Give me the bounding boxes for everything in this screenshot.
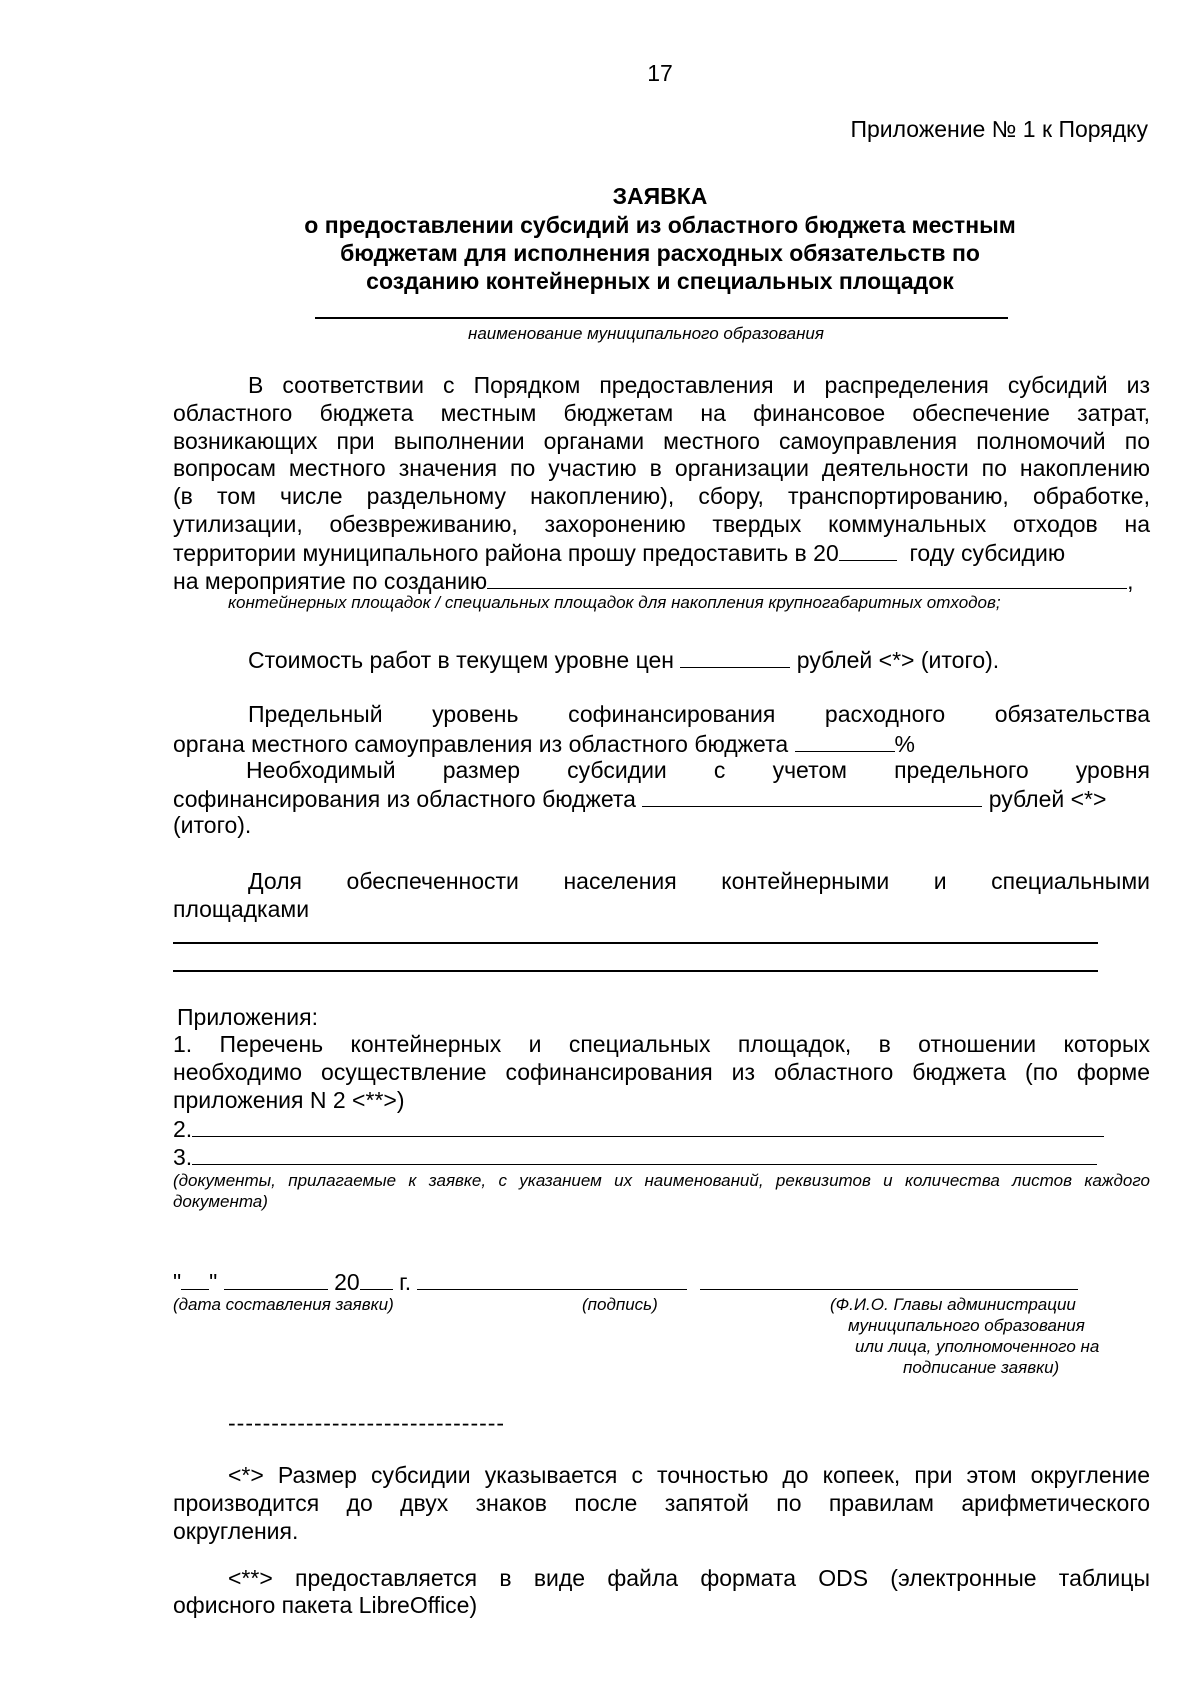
year-blank[interactable] — [839, 538, 897, 561]
attachment-2-blank[interactable] — [192, 1114, 1104, 1137]
intro-line-2: областного бюджета местным бюджетам на финансовое обеспечение затрат, — [173, 400, 1150, 426]
attachment-item-1-line-2: необходимо осуществление софинансирования из областного бюджета (по форме — [173, 1059, 1150, 1085]
title-line-2: о предоставлении субсидий из областного бюджета местным — [304, 212, 1016, 238]
attachment-item-2: 2. — [173, 1114, 1150, 1143]
intro-line-7: территории муниципального района прошу предоставить в 20 году субсидию — [173, 540, 1066, 566]
fio-caption-1: (Ф.И.О. Главы администрации — [830, 1295, 1076, 1314]
activity-blank[interactable] — [487, 566, 1127, 589]
note-2-line-2: офисного пакета LibreOffice) — [173, 1592, 478, 1618]
fio-caption-3: или лица, уполномоченного на — [855, 1337, 1100, 1356]
needed-line-1: Необходимый размер субсидии с учетом предельного уровня — [246, 757, 1150, 783]
day-blank[interactable] — [181, 1267, 209, 1290]
note-1-line-1: <*> Размер субсидии указывается с точностью до копеек, при этом округление — [228, 1462, 1150, 1488]
note-1-line-2: производится до двух знаков после запятой по правилам арифметического — [173, 1490, 1150, 1516]
municipality-caption: наименование муниципального образования — [468, 324, 824, 343]
attachment-item-3: 3. — [173, 1142, 1150, 1171]
needed-blank[interactable] — [642, 784, 982, 807]
limit-blank[interactable] — [795, 729, 895, 752]
cost-blank[interactable] — [680, 645, 790, 668]
activity-caption: контейнерных площадок / специальных площадок для накопления крупногабаритных отходов; — [228, 593, 1001, 612]
date-caption: (дата составления заявки) — [173, 1295, 394, 1314]
appendix-reference: Приложение № 1 к Порядку — [850, 116, 1148, 142]
month-blank[interactable] — [224, 1267, 328, 1290]
attachments-caption-1: (документы, прилагаемые к заявке, с указанием их наименований, реквизитов и количества листов каждого — [173, 1171, 1150, 1190]
signature-line: " " 20 г. — [173, 1267, 1163, 1296]
page-number: 17 — [647, 60, 673, 86]
fio-caption-2: муниципального образования — [848, 1316, 1085, 1335]
municipality-name-line — [315, 317, 1008, 319]
intro-line-4: вопросам местного значения по участию в организации деятельности по накоплению — [173, 455, 1150, 481]
attachments-caption-2: документа) — [173, 1192, 268, 1211]
title-heading: ЗАЯВКА — [612, 183, 708, 209]
footnote-separator: -------------------------------- — [228, 1410, 506, 1436]
signature-caption: (подпись) — [582, 1295, 658, 1314]
intro-line-6: утилизации, обезвреживанию, захоронению твердых коммунальных отходов на — [173, 511, 1150, 537]
title-line-3: бюджетам для исполнения расходных обязательств по — [340, 240, 980, 266]
intro-line-3: возникающих при выполнении органами местного самоуправления полномочий по — [173, 428, 1150, 454]
attachment-item-1-line-3: приложения N 2 <**>) — [173, 1087, 405, 1113]
needed-line-2: софинансирования из областного бюджета рублей <*> — [173, 786, 1107, 812]
share-blank-2[interactable] — [173, 970, 1098, 972]
limit-line-1: Предельный уровень софинансирования расходного обязательства — [248, 701, 1150, 727]
fio-caption-4: подписание заявки) — [903, 1358, 1060, 1377]
attachments-heading: Приложения: — [177, 1004, 318, 1030]
note-2-line-1: <**> предоставляется в виде файла формата ODS (электронные таблицы — [228, 1565, 1150, 1591]
title-line-4: созданию контейнерных и специальных площадок — [366, 268, 954, 294]
attachment-3-blank[interactable] — [192, 1142, 1097, 1165]
limit-line-2: органа местного самоуправления из областного бюджета % — [173, 731, 915, 757]
note-1-line-3: округления. — [173, 1518, 299, 1544]
share-line-2: площадками — [173, 896, 310, 922]
sign-year-blank[interactable] — [360, 1267, 393, 1290]
needed-line-3: (итого). — [173, 812, 252, 838]
attachment-item-1-line-1: 1. Перечень контейнерных и специальных площадок, в отношении которых — [173, 1031, 1150, 1057]
intro-line-1: В соответствии с Порядком предоставления и распределения субсидий из — [248, 372, 1150, 398]
intro-line-5: (в том числе раздельному накоплению), сбору, транспортированию, обработке, — [173, 483, 1150, 509]
fio-blank[interactable] — [700, 1267, 1078, 1290]
signature-blank[interactable] — [417, 1267, 687, 1290]
share-blank-1[interactable] — [173, 942, 1098, 944]
cost-line: Стоимость работ в текущем уровне цен рублей <*> (итого). — [248, 647, 1000, 673]
intro-line-8: на мероприятие по созданию , — [173, 568, 1134, 594]
share-line-1: Доля обеспеченности населения контейнерными и специальными — [248, 868, 1150, 894]
